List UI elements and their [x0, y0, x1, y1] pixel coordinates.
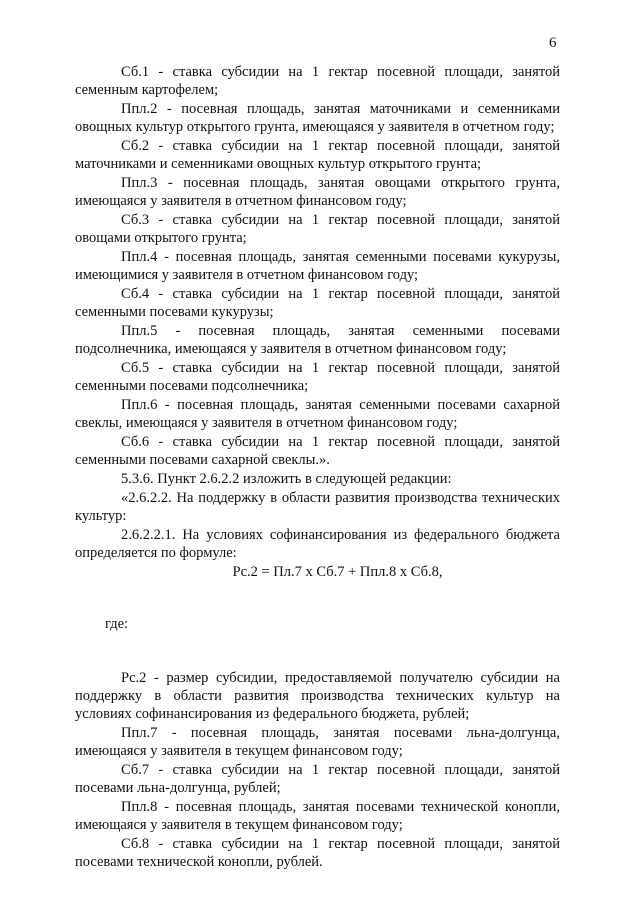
where-label: где:	[105, 616, 129, 632]
paragraph-sb6: Сб.6 - ставка субсидии на 1 гектар посевной площади, занятой семенными посевами сахарной свеклы.».	[75, 434, 560, 468]
paragraph-sb5: Сб.5 - ставка субсидии на 1 гектар посевной площади, занятой семенными посевами подсолнечника;	[75, 360, 560, 394]
paragraph-ppl7: Ппл.7 - посевная площадь, занятая посевами льна-долгунца, имеющаяся у заявителя в текущем финансовом году;	[75, 725, 560, 759]
document-body	[75, 63, 560, 872]
paragraph-ppl4: Ппл.4 - посевная площадь, занятая семенными посевами кукурузы, имеющимися у заявителя в отчетном финансовом году;	[75, 249, 560, 283]
paragraph-sb3: Сб.3 - ставка субсидии на 1 гектар посевной площади, занятой овощами открытого грунта;	[75, 212, 560, 246]
paragraph-sb8: Сб.8 - ставка субсидии на 1 гектар посевной площади, занятой посевами технической конопли, рублей.	[75, 836, 560, 870]
paragraph-rs2: Рс.2 - размер субсидии, предоставляемой получателю субсидии на поддержку в области развития производства технических культур на условиях софинансирования из федерального бюджета, рублей;	[75, 670, 560, 722]
paragraph-sb4: Сб.4 - ставка субсидии на 1 гектар посевной площади, занятой семенными посевами кукурузы;	[75, 286, 560, 320]
paragraph-ppl5: Ппл.5 - посевная площадь, занятая семенными посевами подсолнечника, имеющаяся у заявителя в отчетном финансовом году;	[75, 323, 560, 357]
paragraph-sb2: Сб.2 - ставка субсидии на 1 гектар посевной площади, занятой маточниками и семенниками овощных культур открытого грунта;	[75, 138, 560, 172]
paragraph-clause-26221: 2.6.2.2.1. На условиях софинансирования из федерального бюджета определяется по формуле:	[75, 527, 560, 561]
formula: Рс.2 = Пл.7 х Сб.7 + Ппл.8 х Сб.8,	[232, 564, 443, 580]
paragraph-clause-536: 5.3.6. Пункт 2.6.2.2 изложить в следующей редакции:	[121, 471, 452, 487]
paragraph-clause-2622: «2.6.2.2. На поддержку в области развития производства технических культур:	[75, 490, 560, 524]
paragraph-ppl2: Ппл.2 - посевная площадь, занятая маточниками и семенниками овощных культур открытого грунта, имеющаяся у заявителя в отчетном году;	[75, 101, 560, 135]
paragraph-ppl3: Ппл.3 - посевная площадь, занятая овощами открытого грунта, имеющаяся у заявителя в отчетном финансовом году;	[75, 175, 560, 209]
paragraph-sb7: Сб.7 - ставка субсидии на 1 гектар посевной площади, занятой посевами льна-долгунца, рублей;	[75, 762, 560, 796]
paragraph-ppl8: Ппл.8 - посевная площадь, занятая посевами технической конопли, имеющаяся у заявителя в текущем финансовом году;	[75, 799, 560, 833]
page-number: 6	[549, 35, 557, 51]
paragraph-sb1: Сб.1 - ставка субсидии на 1 гектар посевной площади, занятой семенным картофелем;	[75, 64, 560, 98]
paragraph-ppl6: Ппл.6 - посевная площадь, занятая семенными посевами сахарной свеклы, имеющаяся у заявителя в отчетном финансовом году;	[75, 397, 560, 431]
